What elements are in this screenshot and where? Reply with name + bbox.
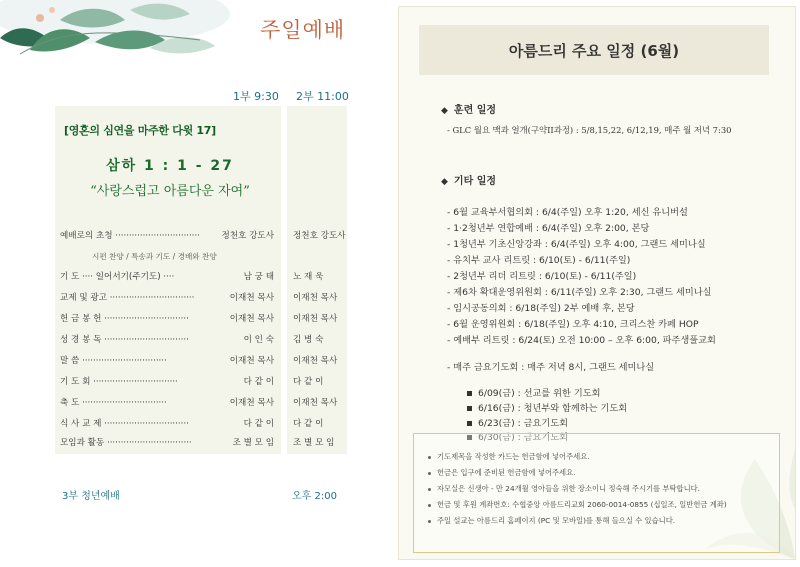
order-role: 교제 및 광고 ·······························: [60, 293, 195, 303]
dot-bullet-icon: [428, 504, 431, 507]
order-name-service2: 조 별 모 임: [293, 438, 335, 448]
square-bullet-icon: [467, 406, 472, 411]
section-title: 기타 일정: [453, 176, 497, 187]
left-page: [0, 0, 395, 567]
square-bullet-icon: [467, 391, 472, 396]
order-role: 식 사 교 제 ·······························: [60, 419, 189, 429]
dot-bullet-icon: [428, 472, 431, 475]
order-row: [60, 375, 350, 391]
section-heading: [441, 101, 496, 116]
order-name-service2: 김 병 숙: [293, 335, 324, 345]
order-row: [60, 354, 350, 370]
notice-item: [428, 484, 700, 494]
order-role: 성 경 봉 독 ·······························: [60, 335, 189, 345]
order-name-service1: 이 인 숙: [243, 335, 274, 345]
schedule-line: - 임시공동의회 : 6/18(주일) 2부 예배 후, 본당: [447, 303, 635, 314]
order-role: 헌 금 봉 헌 ·······························: [60, 314, 189, 324]
third-service-time: 오후 2:00: [292, 491, 337, 502]
friday-item-text: 6/30(금) : 금요기도회: [478, 432, 568, 443]
friday-item-text: 6/23(금) : 금요기도회: [478, 418, 568, 429]
dot-bullet-icon: [428, 520, 431, 523]
notice-item: [428, 516, 675, 526]
friday-item: [467, 415, 568, 429]
order-role: 기 도 ···· 일어서기(주기도) ····: [60, 272, 175, 282]
schedule-line: - GLC 월요 맥과 얼개(구약II과정) : 5/8,15,22, 6/12,19, 매주 월 저녁 7:30: [447, 125, 732, 135]
schedule-line: - 제6차 확대운영위원회 : 6/11(주일) 오후 2:30, 그랜드 세미나실: [447, 287, 712, 298]
service-time-1: 1부 9:30: [233, 90, 279, 103]
schedule-line: - 2청년부 리더 리트릿 : 6/10(토) - 6/11(주일): [447, 271, 637, 282]
order-row: [60, 312, 350, 328]
order-name-service2: 다 같 이: [293, 377, 324, 387]
notice-item: [428, 500, 727, 510]
order-name-service1: 이재천 목사: [229, 356, 274, 366]
order-name-service1: 남 궁 태: [243, 272, 274, 282]
friday-item: [467, 385, 600, 399]
schedule-line: - 예배부 리트릿 : 6/24(토) 오전 10:00 – 오후 6:00, 파주생풀교회: [447, 335, 716, 346]
order-row: [60, 291, 350, 307]
order-row: [60, 229, 350, 245]
friday-item: [467, 400, 627, 414]
order-name-service2: 정천호 강도사: [293, 231, 346, 241]
schedule-line: - 유치부 교사 리트릿 : 6/10(토) - 6/11(주일): [447, 255, 631, 266]
notice-text: 헌금은 입구에 준비된 헌금함에 넣어주세요.: [437, 468, 576, 477]
order-row: [60, 333, 350, 349]
order-name-service2: 노 재 욱: [293, 272, 324, 282]
section-title: 훈련 일정: [453, 105, 497, 116]
page-title: 주일예배: [260, 18, 346, 42]
service-time-2: 2부 11:00: [296, 90, 349, 103]
worship-sub-note: 시편 찬양 / 특송과 기도 / 경배와 찬양: [92, 252, 217, 261]
notice-text: 자모실은 신생아 - 만 24개월 영아들을 위한 장소이니 정숙해 주시기를 부탁합니다.: [437, 484, 700, 493]
order-role: 기 도 회 ·······························: [60, 377, 178, 387]
order-name-service1: 다 같 이: [243, 377, 274, 387]
order-role: 말 씀 ·······························: [60, 356, 167, 366]
order-name-service2: 이재천 목사: [293, 314, 338, 324]
sermon-series: [영혼의 심연을 마주한 다윗 17]: [64, 124, 216, 137]
notice-item: [428, 452, 590, 462]
order-name-service1: 정천호 강도사: [221, 231, 274, 241]
order-row: [60, 436, 350, 452]
schedule-line: - 1·2청년부 연합예배 : 6/4(주일) 오후 2:00, 본당: [447, 223, 650, 234]
third-service-label: 3부 청년예배: [62, 491, 120, 502]
notice-text: 주일 설교는 아름드리 홈페이지 (PC 및 모바일)를 통해 들으실 수 있습니다.: [437, 516, 676, 525]
order-name-service1: 이재천 목사: [229, 293, 274, 303]
dot-bullet-icon: [428, 456, 431, 459]
schedule-line: - 1청년부 기초신앙강좌 : 6/4(주일) 오후 4:00, 그랜드 세미나실: [447, 239, 706, 250]
order-name-service2: 다 같 이: [293, 419, 324, 429]
order-row: [60, 270, 350, 286]
order-name-service2: 이재천 목사: [293, 356, 338, 366]
order-name-service1: 이재천 목사: [229, 398, 274, 408]
leaf-illustration: [0, 0, 250, 56]
order-role: 모임과 활동 ·······························: [60, 438, 192, 448]
right-page: [398, 6, 796, 560]
order-name-service1: 다 같 이: [243, 419, 274, 429]
order-name-service1: 조 별 모 임: [232, 438, 274, 448]
diamond-bullet-icon: ◆: [441, 106, 448, 116]
order-role: 축 도 ·······························: [60, 398, 167, 408]
schedule-line: - 6월 운영위원회 : 6/18(주일) 오후 4:10, 크리스찬 카페 HOP: [447, 319, 699, 330]
notice-box: [413, 433, 780, 553]
friday-item-text: 6/16(금) : 청년부와 함께하는 기도회: [478, 403, 628, 414]
order-name-service1: 이재천 목사: [229, 314, 274, 324]
section-heading: [441, 172, 496, 187]
order-role: 예배로의 초청 ·······························: [60, 231, 200, 241]
diamond-bullet-icon: ◆: [441, 177, 448, 187]
friday-item-text: 6/09(금) : 선교를 위한 기도회: [478, 388, 601, 399]
schedule-line: - 6월 교육부서협의회 : 6/4(주일) 오후 1:20, 세신 유니버설: [447, 207, 688, 218]
order-row: [60, 396, 350, 412]
order-name-service2: 이재천 목사: [293, 398, 338, 408]
notice-text: 헌금 및 후원 계좌번호: 수협중앙 아름드리교회 2060-0014-0855 (십일조, 일반헌금 계좌): [437, 500, 727, 509]
order-row: [60, 417, 350, 433]
schedule-header: 아름드리 주요 일정 (6월): [419, 25, 769, 75]
square-bullet-icon: [467, 421, 472, 426]
order-name-service2: 이재천 목사: [293, 293, 338, 303]
notice-item: [428, 468, 575, 478]
sermon-title: “사랑스럽고 아름다운 자여”: [90, 184, 250, 199]
notice-text: 기도제목을 작성한 카드는 헌금함에 넣어주세요.: [437, 452, 590, 461]
scripture-reference: 삼하 1 : 1 - 27: [106, 158, 234, 174]
friday-prayer-line: - 매주 금요기도회 : 매주 저녁 8시, 그랜드 세미나실: [447, 362, 655, 373]
dot-bullet-icon: [428, 488, 431, 491]
